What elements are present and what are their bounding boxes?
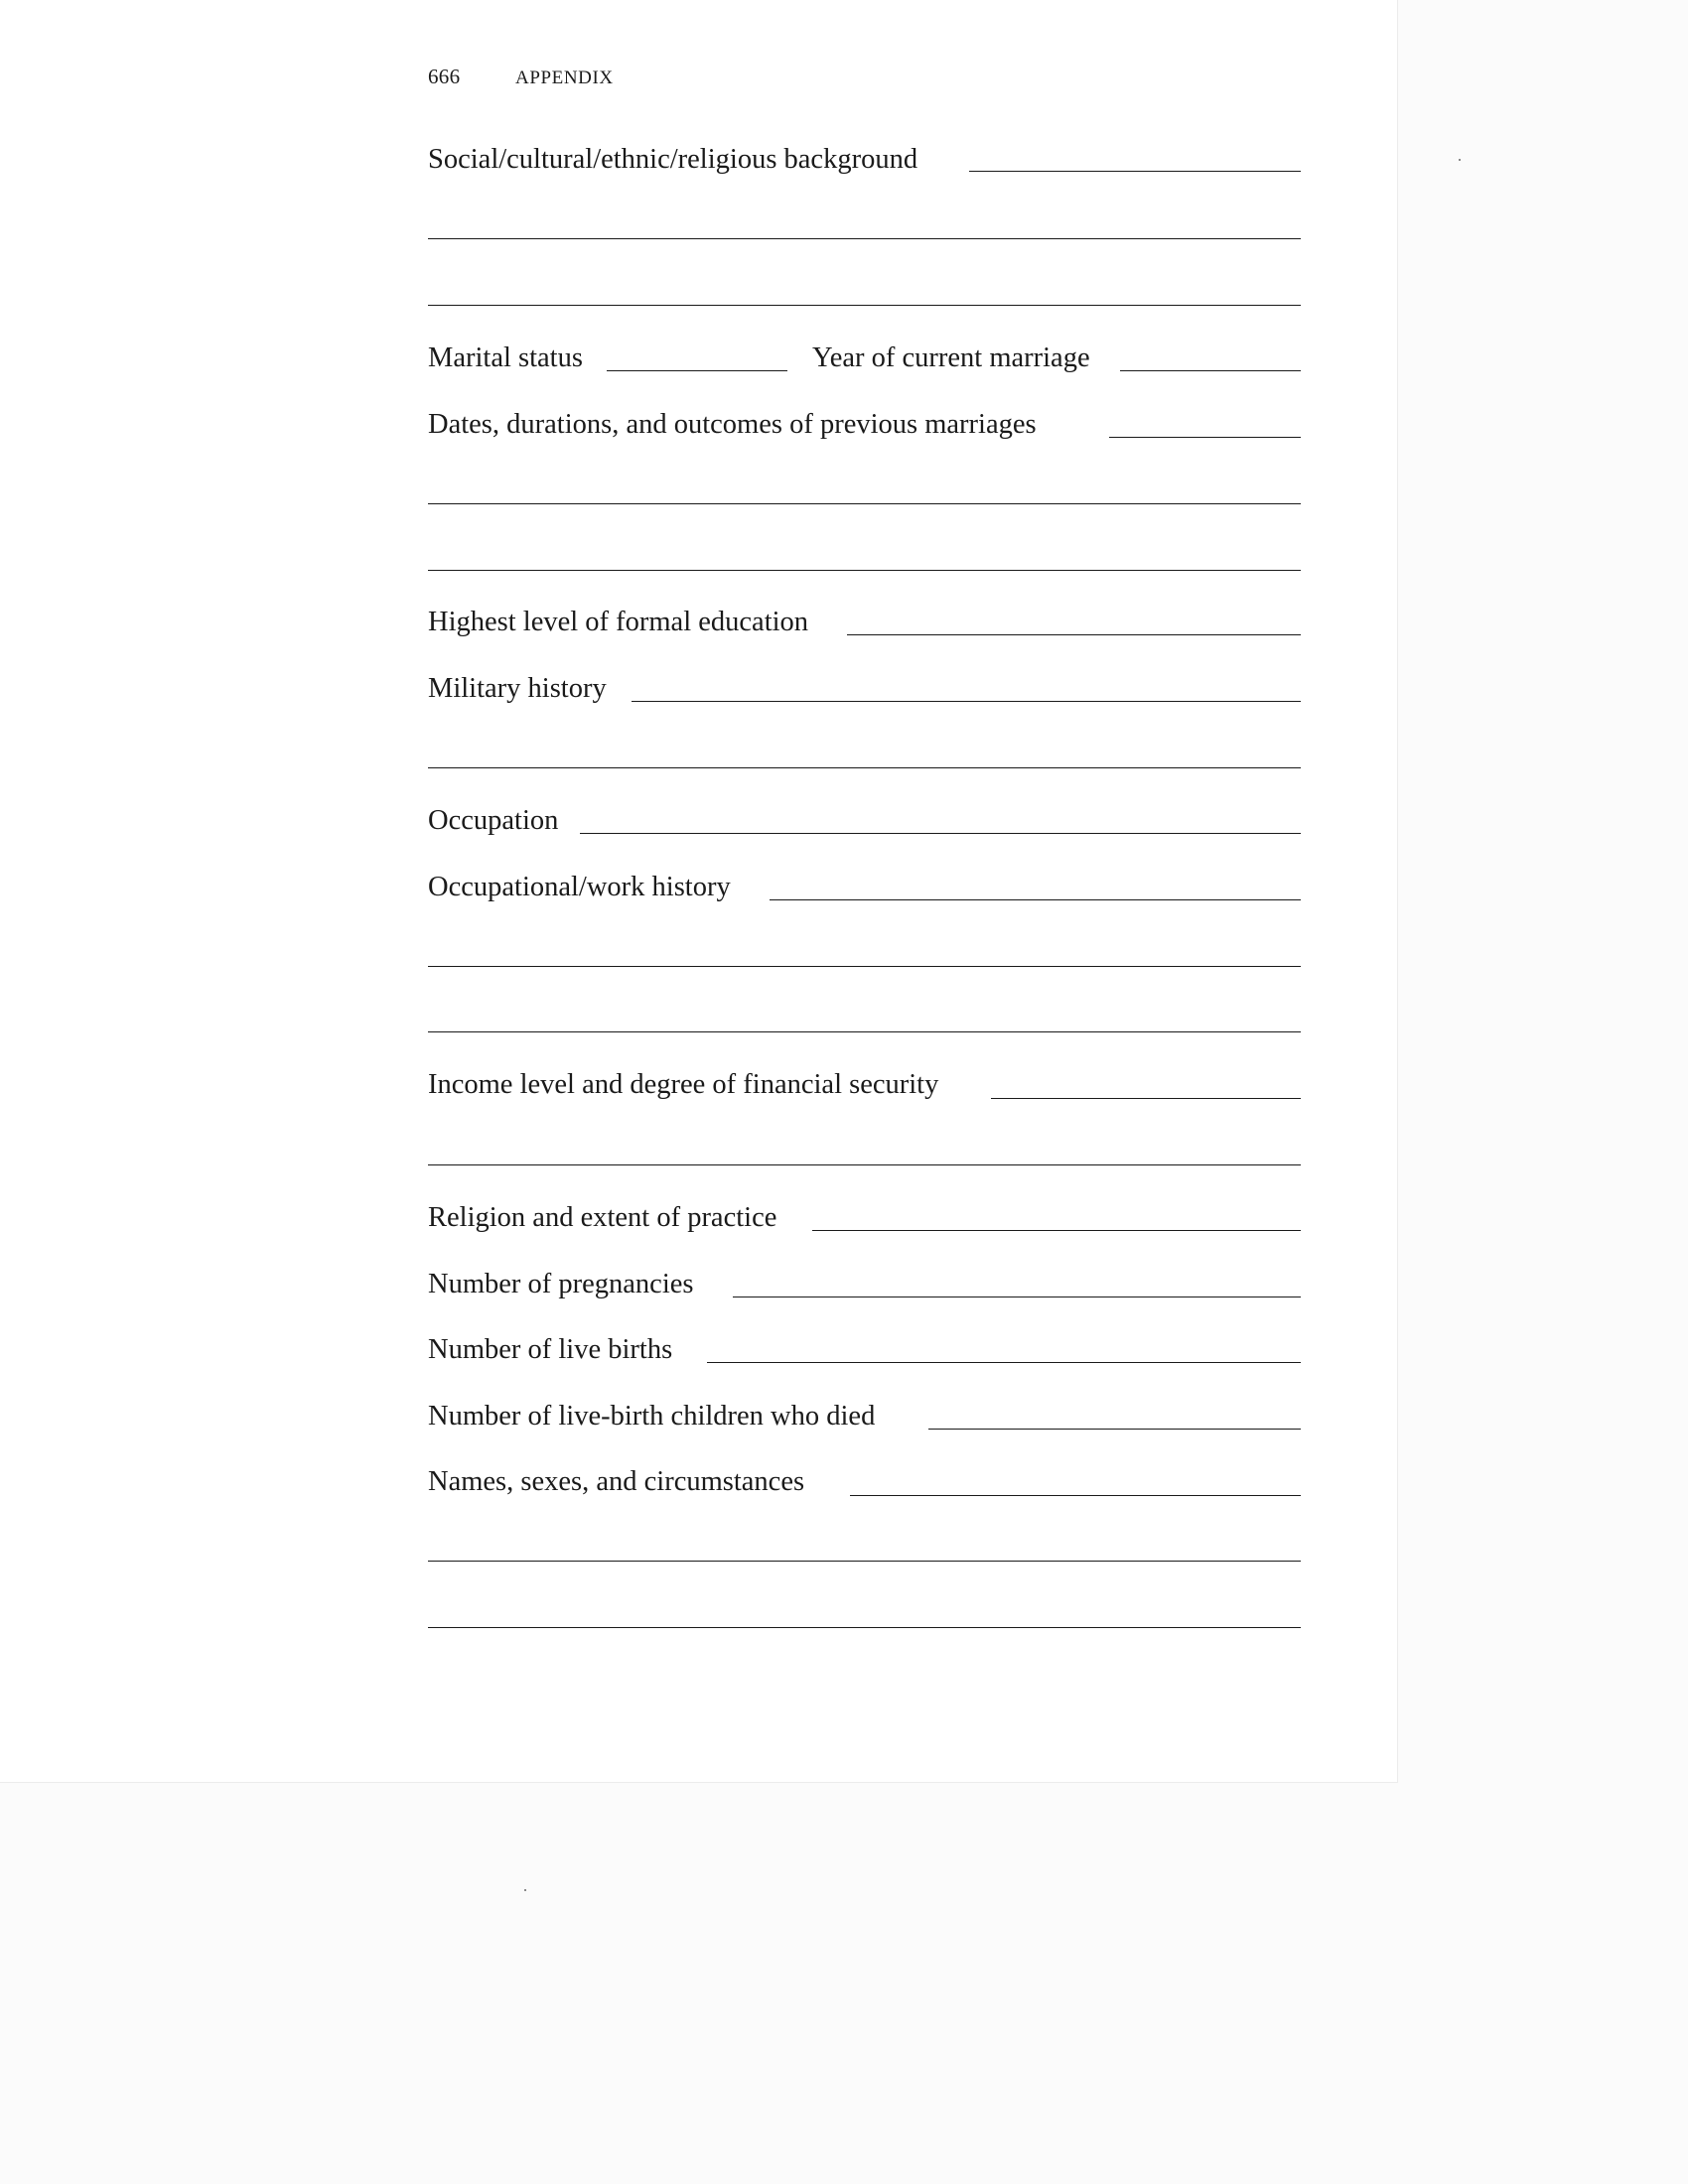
work-history-field-line-3[interactable] bbox=[428, 1031, 1301, 1032]
pregnancies-label: Number of pregnancies bbox=[428, 1269, 694, 1299]
names-label: Names, sexes, and circumstances bbox=[428, 1466, 805, 1497]
occupation-field[interactable] bbox=[580, 833, 1301, 834]
background-field[interactable] bbox=[969, 171, 1301, 172]
military-field-line-2[interactable] bbox=[428, 767, 1301, 768]
military-field[interactable] bbox=[632, 701, 1301, 702]
military-label: Military history bbox=[428, 673, 607, 704]
scan-speck bbox=[1459, 159, 1461, 161]
previous-marriages-field-line-2[interactable] bbox=[428, 503, 1301, 504]
names-field[interactable] bbox=[850, 1495, 1301, 1496]
children-died-label: Number of live-birth children who died bbox=[428, 1401, 876, 1432]
income-label: Income level and degree of financial security bbox=[428, 1069, 939, 1100]
religion-label: Religion and extent of practice bbox=[428, 1202, 777, 1233]
page-number: 666 bbox=[428, 65, 461, 88]
children-died-field[interactable] bbox=[928, 1429, 1301, 1430]
background-field-line-2[interactable] bbox=[428, 238, 1301, 239]
work-history-label: Occupational/work history bbox=[428, 872, 731, 902]
live-births-field[interactable] bbox=[707, 1362, 1301, 1363]
year-of-marriage-label: Year of current marriage bbox=[812, 342, 1090, 373]
background-field-line-3[interactable] bbox=[428, 305, 1301, 306]
occupation-label: Occupation bbox=[428, 805, 559, 836]
marital-status-label: Marital status bbox=[428, 342, 583, 373]
previous-marriages-label: Dates, durations, and outcomes of previous marriages bbox=[428, 409, 1037, 440]
background-label: Social/cultural/ethnic/religious background bbox=[428, 144, 918, 175]
names-field-line-3[interactable] bbox=[428, 1627, 1301, 1628]
scan-speck bbox=[524, 1889, 526, 1891]
section-label: APPENDIX bbox=[515, 68, 614, 88]
education-label: Highest level of formal education bbox=[428, 607, 809, 637]
marital-status-field[interactable] bbox=[607, 370, 787, 371]
income-field[interactable] bbox=[991, 1098, 1301, 1099]
work-history-field-line-2[interactable] bbox=[428, 966, 1301, 967]
running-head bbox=[428, 65, 614, 89]
year-of-marriage-field[interactable] bbox=[1120, 370, 1301, 371]
income-field-line-2[interactable] bbox=[428, 1164, 1301, 1165]
previous-marriages-field[interactable] bbox=[1109, 437, 1301, 438]
live-births-label: Number of live births bbox=[428, 1334, 673, 1365]
previous-marriages-field-line-3[interactable] bbox=[428, 570, 1301, 571]
work-history-field[interactable] bbox=[770, 899, 1301, 900]
names-field-line-2[interactable] bbox=[428, 1561, 1301, 1562]
education-field[interactable] bbox=[847, 634, 1301, 635]
religion-field[interactable] bbox=[812, 1230, 1301, 1231]
